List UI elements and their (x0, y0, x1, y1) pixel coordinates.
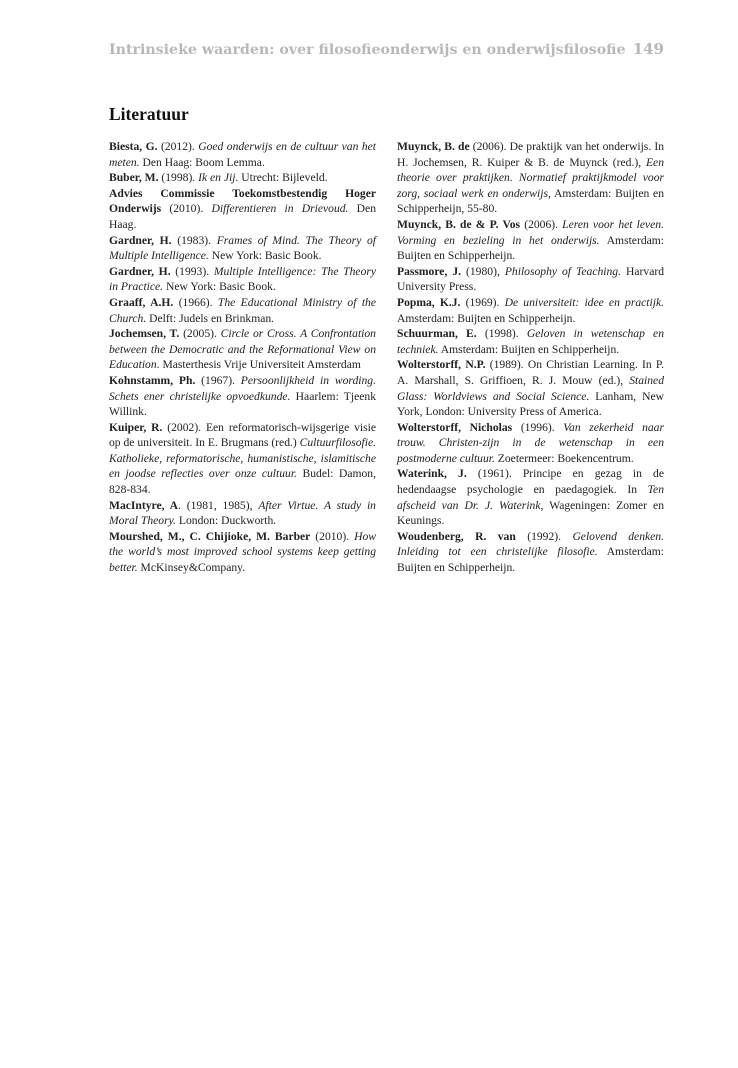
ref-author: Gardner, H. (109, 264, 171, 278)
reference-entry (397, 529, 664, 576)
ref-pre: (2006). De praktijk van het onderwijs. In H. Jochemsen, R. Kuiper & B. de Muynck (red.), (397, 140, 664, 169)
reference-entry (397, 357, 664, 419)
ref-title: Gelovend denken. Inleiding tot een christelijke filosofie. (397, 529, 664, 559)
ref-pre: (1980), (461, 264, 505, 278)
ref-title: Leren voor het leven. Vorming en bezieling in het onderwijs. (397, 217, 664, 247)
ref-author: Biesta, G. (109, 140, 158, 153)
ref-title: After Virtue. A study in Moral Theory. (109, 498, 376, 528)
ref-title: Ik en Jij. (198, 171, 239, 185)
ref-post: Amsterdam: Buijten en Schipperheijn. (397, 311, 576, 325)
ref-post: , Amsterdam: Buijten en Schipperheijn, 55-80. (397, 186, 664, 216)
ref-title: Philosophy of Teaching. (504, 264, 622, 278)
reference-entry (109, 498, 376, 529)
ref-pre: (1996). (512, 420, 564, 434)
ref-title: The Educational Ministry of the Church. (109, 295, 376, 325)
ref-author: Mourshed, M., C. Chijioke, M. Barber (109, 529, 311, 543)
ref-author: Buber, M. (109, 171, 159, 185)
ref-title: Persoonlijkheid in wording. Schets ener christelijke opvoedkunde. (109, 373, 376, 403)
ref-post: Budel: Damon, 828-834. (109, 467, 376, 497)
ref-post: New York: Basic Book. (208, 249, 322, 263)
ref-title: Frames of Mind. The Theory of Multiple Intelligence. (109, 233, 377, 263)
ref-author: Muynck, B. de & P. Vos (397, 217, 521, 231)
ref-author: Graaff, A.H. (109, 295, 174, 309)
reference-entry (397, 217, 664, 264)
ref-post: Harvard University Press. (397, 264, 664, 294)
reference-entry (397, 326, 664, 357)
ref-title: Van zekerheid naar trouw. Christen-zijn in de wetenschap in een postmoderne cultuur. (397, 420, 664, 465)
ref-post: McKinsey&Company. (137, 561, 246, 575)
ref-title: Goed onderwijs en de cultuur van het meten. (109, 140, 377, 169)
ref-pre: (1967). (195, 373, 241, 387)
reference-entry (109, 420, 376, 498)
ref-post: , Wageningen: Zomer en Keunings. (397, 498, 664, 528)
running-title: Intrinsieke waarden: over filosofieonderwijs en onderwijsfilosofie (109, 42, 626, 58)
ref-author: Kuiper, R. (109, 420, 163, 434)
ref-title: Multiple Intelligence: The Theory in Practice. (109, 264, 377, 294)
reference-entry (109, 295, 376, 326)
ref-title: Geloven in wetenschap en techniek. (397, 327, 664, 356)
ref-post: Den Haag. (109, 202, 377, 231)
reference-entry (109, 233, 376, 264)
ref-title: Ten afscheid van Dr. J. Waterink (397, 483, 664, 512)
ref-author: Jochemsen, T. (109, 327, 180, 341)
ref-author: Gardner, H. (109, 233, 172, 247)
ref-pre: (1993). (170, 264, 214, 278)
section-title: Literatuur (109, 104, 189, 124)
left-column (109, 139, 376, 576)
ref-title: Cultuurfilosofie. Katholieke, reformatorische, humanistische, islamitische en joodse reflecties over onze cultuur. (109, 436, 376, 481)
ref-post: New York: Basic Book. (163, 280, 276, 294)
ref-post: . Masterthesis Vrije Universiteit Amsterdam (156, 358, 361, 372)
reference-entry (109, 529, 376, 576)
running-header (109, 40, 664, 62)
ref-author: Wolterstorff, N.P. (397, 358, 486, 372)
reference-entry (109, 373, 376, 420)
ref-pre: (2010). (310, 529, 355, 543)
ref-title: Circle or Cross. A Confrontation between the Democratic and the Reformational View on Education (109, 327, 376, 372)
ref-author: Passmore, J. (397, 264, 462, 278)
ref-pre: (1992). (515, 529, 573, 543)
ref-pre: (1989). On Christian Learning. In P. A. Marshall, S. Griffioen, R. J. Mouw (ed.), (397, 358, 664, 387)
ref-title: Een theorie over praktijken. Normatief praktijkmodel voor zorg, sociaal werk en onderwijs (397, 155, 664, 200)
ref-author: Woudenberg, R. van (397, 529, 516, 543)
reference-entry (397, 295, 664, 326)
ref-pre: (1966). (173, 295, 218, 309)
ref-post: London: Duckworth. (176, 514, 277, 528)
right-column (397, 139, 664, 576)
reference-entry (397, 139, 664, 217)
ref-title: Differentieren in Drievoud. (211, 202, 349, 216)
ref-author: Wolterstorff, Nicholas (397, 420, 513, 434)
ref-post: Amsterdam: Buijten en Schipperheijn. (438, 342, 620, 356)
reference-entry (397, 264, 664, 295)
ref-author: Schuurman, E. (397, 327, 477, 341)
ref-author: Kohnstamm, Ph. (109, 373, 196, 387)
reference-entry (109, 139, 376, 170)
ref-pre: . (1981, 1985), (178, 498, 259, 512)
ref-pre: (2005). (179, 327, 221, 341)
ref-author: MacIntyre, A (109, 498, 179, 512)
ref-pre: (2006). (520, 217, 563, 231)
ref-author: Waterink, J. (397, 467, 467, 481)
ref-pre: (1998). (158, 171, 199, 185)
ref-title: Stained Glass: Worldviews and Social Science. (397, 373, 664, 403)
reference-entry (109, 170, 376, 186)
reference-entry (109, 186, 376, 233)
reference-entry (397, 420, 664, 467)
ref-post: Lanham, New York, London: University Press of America. (397, 389, 664, 419)
ref-pre: (2010). (161, 202, 212, 216)
ref-post: Haarlem: Tjeenk Willink. (109, 389, 376, 419)
reference-entry (109, 326, 376, 373)
ref-title: How the world’s most improved school systems keep getting better. (109, 529, 376, 575)
ref-pre: (1983). (171, 233, 217, 247)
ref-post: Den Haag: Boom Lemma. (139, 155, 265, 169)
ref-pre: (2012). (157, 140, 199, 153)
ref-post: Utrecht: Bijleveld. (238, 171, 328, 185)
ref-pre: (2002). Een reformatorisch-wijsgerige visie op de universiteit. In E. Brugmans (red.) (109, 420, 376, 450)
reference-entry (397, 466, 664, 528)
reference-entry (109, 264, 376, 295)
ref-pre: (1969). (460, 295, 505, 309)
ref-pre: (1998). (476, 327, 527, 341)
ref-post: Amsterdam: Buijten en Schipperheijn. (397, 233, 665, 263)
ref-pre: (1961). Principe en gezag in de hedendaagse psychologie en paedagogiek. In (397, 467, 664, 497)
ref-author: Popma, K.J. (397, 295, 461, 309)
ref-post: Delft: Judels en Brinkman. (146, 311, 275, 325)
ref-author: Advies Commissie Toekomstbestendig Hoger Onderwijs (109, 186, 376, 216)
page-number: 149 (632, 40, 664, 58)
ref-author: Muynck, B. de (397, 140, 470, 153)
ref-title: De universiteit: idee en practijk. (504, 295, 664, 309)
ref-post: Zoetermeer: Boekencentrum. (494, 451, 634, 465)
ref-post: Amsterdam: Buijten en Schipperheijn. (397, 545, 665, 575)
